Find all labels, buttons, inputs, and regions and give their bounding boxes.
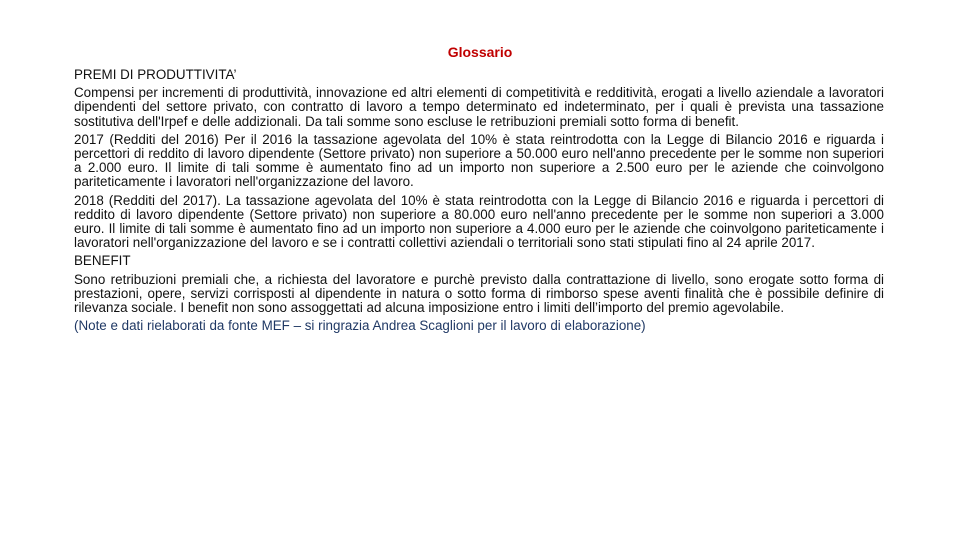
benefit-definition: Sono retribuzioni premiali che, a richiesta del lavoratore e purchè previsto dalla contrattazione di livello, sono erogate sotto forma di prestazioni, opere, servizi corrisposti al dipendente in natura o sotto forma di rimborso spese aventi finalità che è possibile definire di rilevanza sociale. I benefit non sono assoggettati ad alcuna imposizione entro i limiti dell’importo del premio agevolabile. bbox=[74, 271, 884, 316]
premi-produttivita-heading: PREMI DI PRODUTTIVITA’ bbox=[74, 67, 237, 82]
source-note: (Note e dati rielaborati da fonte MEF – si ringrazia Andrea Scaglioni per il lavoro di elaborazione) bbox=[74, 318, 646, 334]
slide-title: Glossario bbox=[447, 44, 513, 60]
glossary-content bbox=[74, 68, 884, 337]
premi-produttivita-2017: 2017 (Redditi del 2016) Per il 2016 la tassazione agevolata del 10% è stata reintrodotta con la Legge di Bilancio 2016 e riguarda i percettori di reddito di lavoro dipendente (Settore privato) non superiore a 50.000 euro nell'anno precedente per le somme non superiori a 2.000 euro. Il limite di tali somme è aumentato fino ad un importo non superiore a 2.500 euro per le aziende che coinvolgono pariteticamente i lavoratori nell'organizzazione del lavoro. bbox=[74, 131, 884, 190]
premi-produttivita-2018: 2018 (Redditi del 2017). La tassazione agevolata del 10% è stata reintrodotta con la Legge di Bilancio 2016 e riguarda i percettori di reddito di lavoro dipendente (Settore privato) non superiore a 80.000 euro nell'anno precedente per le somme non superiori a 3.000 euro. Il limite di tali somme è aumentato fino ad un importo non superiore a 4.000 euro per le aziende che coinvolgono pariteticamente i lavoratori nell'organizzazione del lavoro e se i contratti collettivi aziendali o territoriali sono stati stipulati fino al 24 aprile 2017. bbox=[74, 192, 884, 251]
benefit-heading: BENEFIT bbox=[74, 253, 131, 269]
premi-produttivita-definition: Compensi per incrementi di produttività, innovazione ed altri elementi di competitività e redditività, erogati a livello aziendale a lavoratori dipendenti del settore privato, con contratto di lavoro a tempo determinato ed indeterminato, per i quali è prevista una tassazione sostitutiva dell'Irpef e delle addizionali. Da tali somme sono escluse le retribuzioni premiali sotto forma di benefit. bbox=[74, 85, 884, 129]
